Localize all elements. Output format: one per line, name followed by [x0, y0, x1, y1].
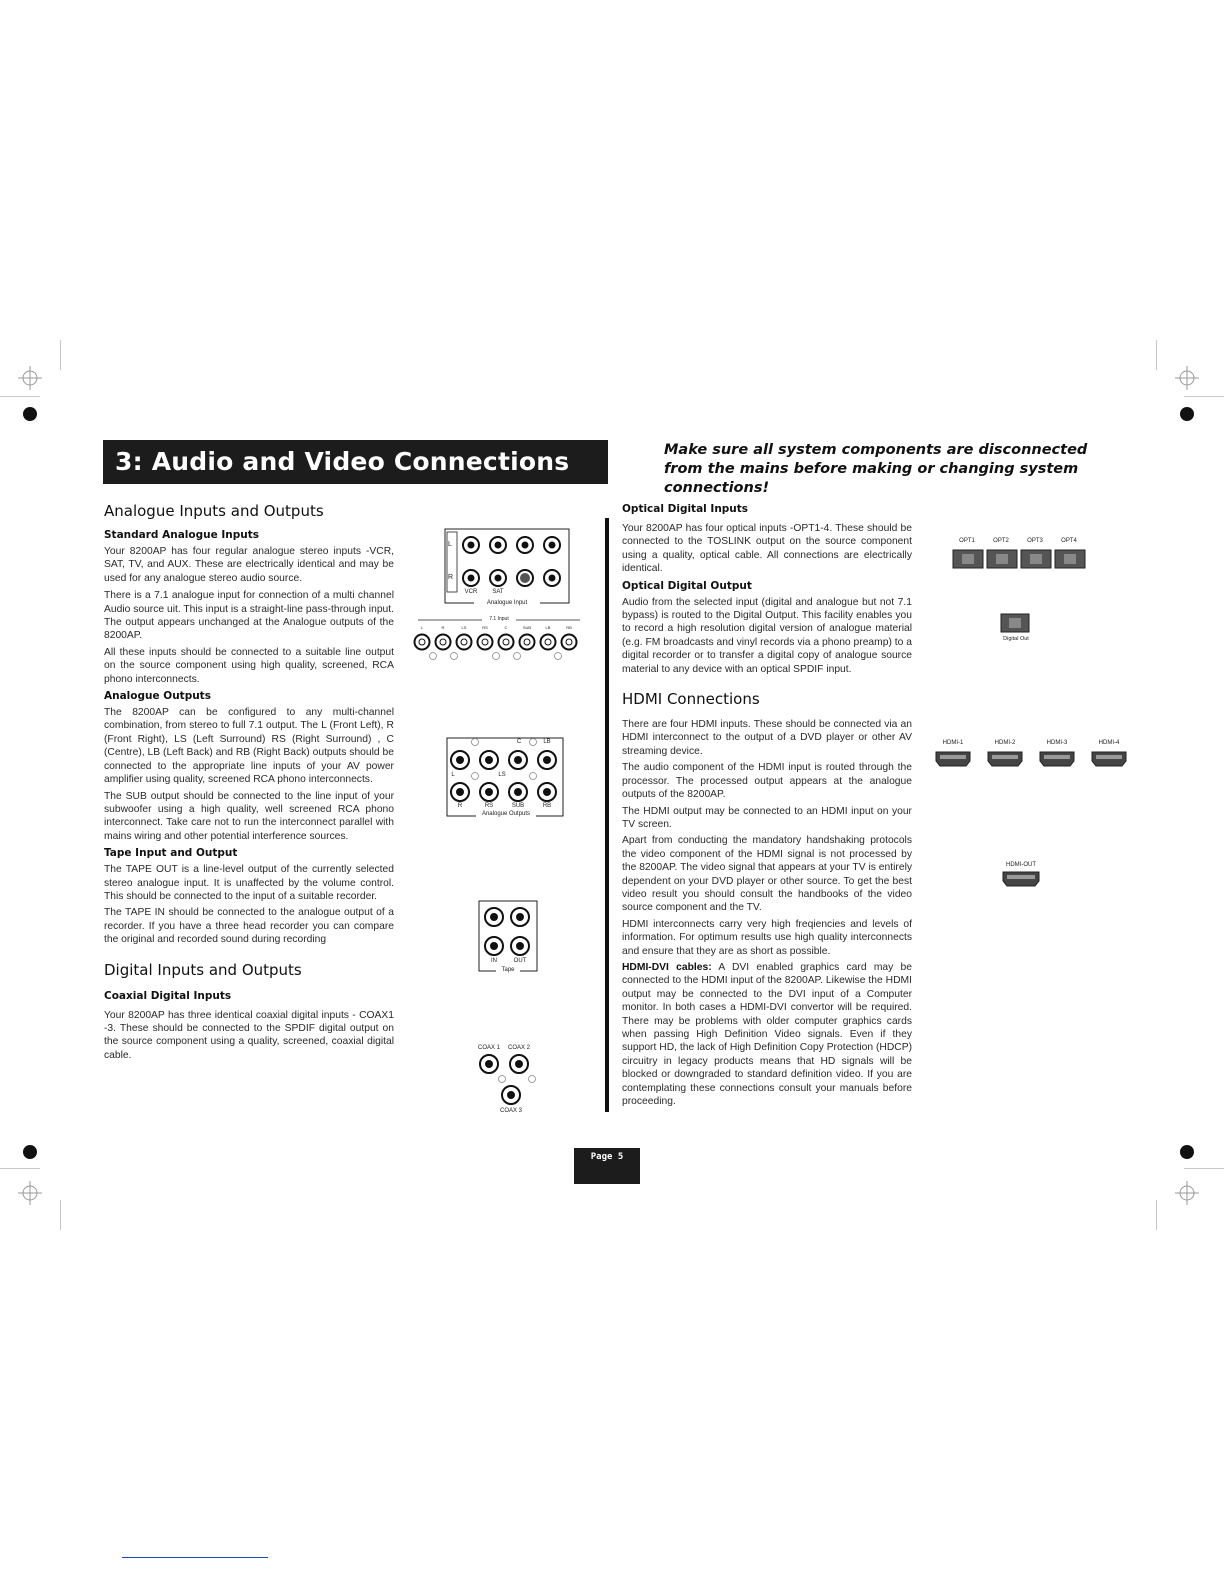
registration-target-icon [18, 1181, 42, 1205]
registration-target-icon [1175, 366, 1199, 390]
port-label: HDMI-OUT [1006, 862, 1036, 868]
paragraph: All these inputs should be connected to a suitable line output on the source component using high quality, screened, RCA phono interconnects. [104, 646, 394, 685]
section-heading-digital: Digital Inputs and Outputs [104, 960, 302, 979]
subheading-optical-inputs: Optical Digital Inputs [622, 503, 749, 515]
section-heading-analogue: Analogue Inputs and Outputs [104, 502, 324, 520]
crop-mark [0, 396, 40, 397]
paragraph: The 8200AP can be configured to any multi-channel combination, from stereo to full 7.1 output. The L (Front Left), R (Front Right), LS (Left Surround) RS (Right Surround) , C (Centre), LB (Left Back) and RB (Right Back) outputs should be connected to the appropriate line inputs of your AV power amplifier using quality, screened RCA phono interconnects. [104, 707, 394, 786]
paragraph: There are four HDMI inputs. These should be connected via an HDMI interconnect to the output of a DVD player or other AV streaming device. [622, 719, 912, 757]
crop-mark [1156, 340, 1157, 370]
figure-caption: Tape [496, 967, 520, 974]
jack-label: SUB [511, 803, 525, 809]
jack-label: L [451, 772, 455, 778]
jack-label: R [441, 625, 445, 630]
crop-mark [60, 340, 61, 370]
registration-dot-icon [23, 407, 37, 421]
jack-label: OUT [513, 958, 527, 964]
rca-jack-row-1 [451, 751, 556, 769]
paragraph: Your 8200AP has four optical inputs -OPT1-4. These should be connected to the TOSLINK output on the source component using a quality, optical cable. All connections are electrically identical. [622, 523, 912, 575]
figure-caption: 7.1 Input [482, 616, 516, 623]
jack-label: LB [545, 625, 551, 630]
jack-label: RB [566, 625, 572, 630]
paragraph: The TAPE OUT is a line-level output of the currently selected stereo analogue input. It is unaffected by the volume control. This should be connected to the input of a suitable recorder. [104, 864, 394, 902]
registration-dot-icon [1180, 407, 1194, 421]
figure-optical [950, 538, 1090, 572]
registration-dot-icon [1180, 1145, 1194, 1159]
paragraph: The SUB output should be connected to the line input of your subwoofer using a high quality, well screened RCA phono interconnect. Take care not to run the interconnect parallel with mains wiring and other potential interference sources. [104, 790, 394, 842]
paragraph: Apart from conducting the mandatory handshaking protocols the video component of the HDMI signal is not processed by the 8200AP. The video signal that appears at your TV is entirely dependent on your DVD player or other source. To get the best video result you should consult the handbooks of the video source component and the TV. [622, 835, 912, 914]
figure-analogue-outputs [446, 736, 566, 820]
rca-jack-row-2 [451, 783, 556, 801]
jack-label: LB [543, 739, 551, 745]
port-label: HDMI-1 [942, 740, 964, 746]
subheading-coaxial: Coaxial Digital Inputs [104, 989, 232, 1002]
registration-target-icon [18, 366, 42, 390]
port-label: OPT2 [993, 538, 1009, 544]
jack-label: VCR [464, 589, 478, 595]
subheading-analogue-outputs: Analogue Outputs [104, 690, 211, 703]
column-divider [605, 518, 609, 1112]
paragraph: Audio from the selected input (digital and analogue but not 7.1 bypass) is routed to the Digital Output. This facility enables you to record a high resolution digital version of analogue material (e.g. FM broadcasts and vinyl records via a phono preamp) to a digital recorder or to transfer a digital copy of analogue source material to any device with an optical SPDIF input. [622, 596, 912, 675]
crop-mark [1156, 1200, 1157, 1230]
jack-label: IN [491, 958, 497, 964]
jack-label: RS [484, 803, 494, 809]
jack-label: COAX 1 [477, 1045, 500, 1051]
coax-diagram [474, 1044, 542, 1118]
subheading-tape: Tape Input and Output [104, 847, 238, 860]
crop-mark [60, 1200, 61, 1230]
jack-label: L [448, 541, 452, 548]
port-label: HDMI-2 [994, 740, 1016, 746]
rca-jack-row-2 [463, 570, 560, 586]
figure-hdmi-inputs [930, 740, 1130, 770]
port-label: HDMI-4 [1098, 740, 1120, 746]
port-label: OPT4 [1061, 538, 1077, 544]
link-underline [122, 1557, 268, 1558]
jack-label: RB [542, 803, 552, 809]
subheading-standard-inputs: Standard Analogue Inputs [104, 529, 260, 541]
jack-label: R [448, 574, 454, 581]
crop-mark [1184, 1168, 1224, 1169]
paragraph: Your 8200AP has four regular analogue stereo inputs -VCR, SAT, TV, and AUX. These are electrically identical and may be used for any analogue stereo audio source. [104, 546, 394, 584]
figure-caption: Digital Out [1003, 636, 1029, 642]
paragraph: Your 8200AP has three identical coaxial digital inputs - COAX1 -3. These should be connected to the SPDIF digital output on the source component using a quality, screened, coaxial digital cable. [104, 1009, 394, 1061]
registration-dot-icon [23, 1145, 37, 1159]
jack-label: LS [498, 772, 506, 778]
crop-mark [0, 1168, 40, 1169]
jack-label: COAX 2 [507, 1045, 530, 1051]
paragraph: The TAPE IN should be connected to the analogue output of a recorder. If you have a three head recorder you can compare the original and recorded sound during recording [104, 907, 394, 946]
figure-caption: Analogue Input [474, 600, 540, 607]
page-title: 3: Audio and Video Connections [103, 440, 608, 484]
figure-caption: Analogue Outputs [476, 811, 536, 818]
paragraph: The audio component of the HDMI input is routed through the processor. The processed output appears at the analogue outputs of the 8200AP. [622, 762, 912, 801]
port-label: OPT1 [959, 538, 975, 544]
paragraph: HDMI interconnects carry very high freqiencies and levels of information. For optimum results use high quality interconnects and ensure that they are as short as possible. [622, 918, 912, 957]
jack-label: R [457, 803, 463, 809]
paragraph: There is a 7.1 analogue input for connection of a multi channel Audio source uit. This input is a straight-line pass-through input. The output appears unchanged at the Analogue outputs of the 8200AP. [104, 590, 394, 642]
figure-71-input [412, 614, 586, 664]
jack-label: L [420, 625, 424, 630]
crop-mark [1184, 396, 1224, 397]
rca-jack-row-1 [463, 537, 560, 553]
hdmi-dvi-text: A DVI enabled graphics card may be connected to the HDMI input of the 8200AP. Likewise the HDMI output may be connected to the DVI input of a Computer monitor. In both cases a HDMI-DVI convertor will be required. There may be problems with older computer graphics cards when passing High Definition Video signals. Even if they support HD, the lack of High Definition Copy Protection (HDCP) circuitry in legacy products means that HD signals will be blocked or downgraded to standard definition video. If you are contemplating these connections consult your manuals before proceeding. [622, 961, 912, 1108]
rca-jack-row-71 [415, 635, 577, 650]
page-number: Page 5 [574, 1148, 640, 1184]
jack-label: SUB [522, 625, 532, 630]
paragraph [622, 961, 912, 1108]
jack-label: SAT [492, 589, 504, 595]
section-heading-hdmi: HDMI Connections [622, 690, 760, 709]
jack-label: C [516, 739, 522, 745]
jack-label: RS [482, 625, 488, 630]
safety-warning: Make sure all system components are disconnected from the mains before making or changing system connections! [664, 442, 1088, 496]
optical-ports-diagram [950, 548, 1090, 574]
hdmi-out-port [998, 869, 1044, 891]
hdmi-dvi-lead: HDMI-DVI cables: [622, 961, 712, 973]
jack-label: COAX 3 [499, 1108, 522, 1114]
hdmi-ports-diagram [930, 748, 1130, 770]
port-label: HDMI-3 [1046, 740, 1068, 746]
figure-tape [478, 900, 540, 976]
analogue-input-diagram [444, 528, 570, 610]
paragraph: The HDMI output may be connected to an HDMI input on your TV screen. [622, 805, 912, 830]
left-column [104, 502, 394, 1065]
right-column [622, 502, 912, 1111]
jack-label: C [504, 625, 508, 630]
registration-target-icon [1175, 1181, 1199, 1205]
figure-digital-out [994, 612, 1038, 644]
port-label: OPT3 [1027, 538, 1043, 544]
jack-label: LS [461, 625, 467, 630]
figure-analogue-input [444, 528, 570, 610]
figure-coax [474, 1044, 542, 1118]
subheading-optical-output: Optical Digital Output [622, 579, 752, 592]
figure-hdmi-out [998, 862, 1044, 890]
digital-out-port [994, 612, 1038, 634]
